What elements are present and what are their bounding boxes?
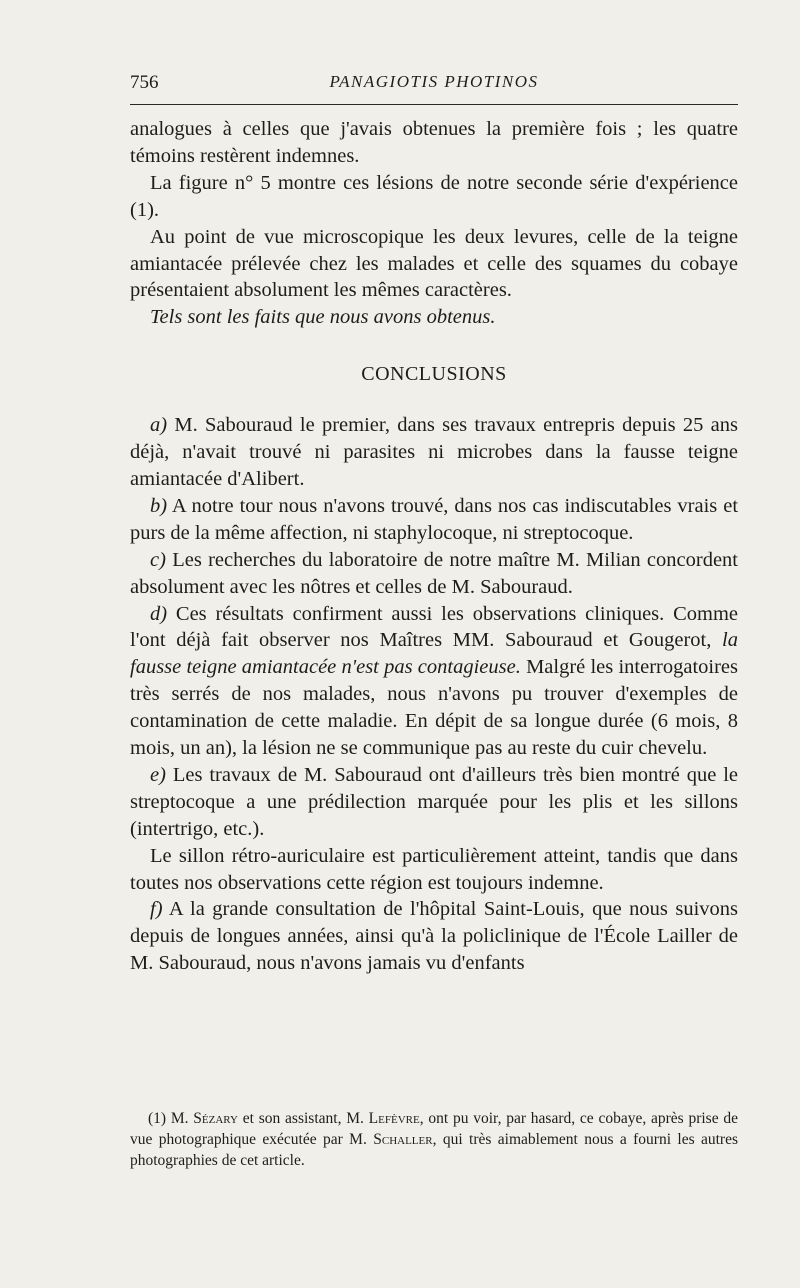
header-rule (130, 104, 738, 105)
paragraph-intro-3: Au point de vue microscopique les deux levures, celle de la teigne amiantacée prélevée chez les malades et celle des squames du cobaye présentaient absolument les mêmes caractères. (130, 225, 738, 302)
conclusion-e (130, 762, 738, 843)
section-title: CONCLUSIONS (361, 363, 507, 386)
conclusion-c-label: c) (150, 548, 166, 571)
conclusion-b-label: b) (150, 494, 168, 517)
conclusion-d-emphasis: la fausse teigne amiantacée n'est pas contagieuse. (130, 629, 738, 679)
page-header (130, 72, 738, 98)
conclusion-a-text: M. Sabouraud le premier, dans ses travaux entrepris depuis 25 ans déjà, n'avait trouvé ni parasites ni microbes dans la fausse teigne amiantacée d'Alibert. (130, 414, 738, 490)
page-number: 756 (130, 72, 159, 93)
conclusion-a-label: a) (150, 414, 168, 437)
conclusion-f-text: A la grande consultation de l'hôpital Saint-Louis, que nous suivons depuis de longues années, ainsi qu'à la policlinique de l'École Lailler de M. Sabouraud, nous n'avons jamais vu d'enfants (130, 898, 738, 975)
conclusion-f (130, 896, 738, 977)
footnote-name-schaller: Schaller, (373, 1131, 437, 1148)
footnote (130, 1108, 738, 1171)
footnote-1 (130, 1108, 738, 1171)
conclusion-c-text: Les recherches du laboratoire de notre maître M. Milian concordent absolument avec les nôtres et celles de M. Sabouraud. (130, 548, 738, 598)
conclusion-c (130, 547, 738, 601)
footnote-marker: (1) M. (148, 1110, 189, 1127)
conclusion-d-text-2: Malgré les interrogatoires très serrés de nos malades, nous n'avons pu trouver d'exemples de contamination de cette maladie. En dépit de sa longue durée (6 mois, 8 mois, un an), la lésion ne se communique pas au reste du cuir chevelu. (130, 656, 738, 760)
footnote-name-sezary: Sézary (193, 1110, 238, 1127)
conclusion-f-label: f) (150, 898, 163, 921)
conclusion-b (130, 493, 738, 547)
conclusion-d-label: d) (150, 602, 168, 625)
footnote-text-3: qui très aimablement nous a fourni les autres photographies de cet article. (130, 1131, 739, 1169)
footnote-name-lefevre: Lefèvre, (368, 1110, 424, 1127)
conclusion-e-text: Les travaux de M. Sabouraud ont d'ailleurs très bien montré que le streptocoque a une prédilection marquée pour les plis et les sillons (intertrigo, etc.). (130, 763, 739, 840)
footnote-text-1: et son assistant, M. (242, 1110, 364, 1127)
conclusion-e-label: e) (150, 763, 166, 786)
paragraph-intro-1: analogues à celles que j'avais obtenues la première fois ; les quatre témoins restèrent indemnes. (130, 118, 738, 167)
conclusion-e-followup: Le sillon rétro-auriculaire est particulièrement atteint, tandis que dans toutes nos observations cette région est toujours indemne. (130, 844, 738, 894)
conclusion-b-text: A notre tour nous n'avons trouvé, dans nos cas indiscutables vrais et purs de la même affection, ni staphylocoque, ni streptocoque. (130, 494, 739, 544)
body-text (130, 116, 738, 977)
conclusion-d (130, 601, 738, 762)
conclusion-d-text-1: Ces résultats confirment aussi les observations cliniques. Comme l'ont déjà fait observer nos Maîtres MM. Sabouraud et Gougerot, (130, 602, 738, 652)
running-title: PANAGIOTIS PHOTINOS (329, 72, 539, 91)
paragraph-intro-4: Tels sont les faits que nous avons obtenus. (150, 306, 496, 329)
footnote-text-2: ont pu voir, par hasard, ce cobaye, après prise de vue photographique exécutée par M. (130, 1110, 739, 1148)
paragraph-intro-2: La figure n° 5 montre ces lésions de notre seconde série d'expérience (1). (130, 171, 738, 221)
conclusion-a (130, 412, 738, 493)
